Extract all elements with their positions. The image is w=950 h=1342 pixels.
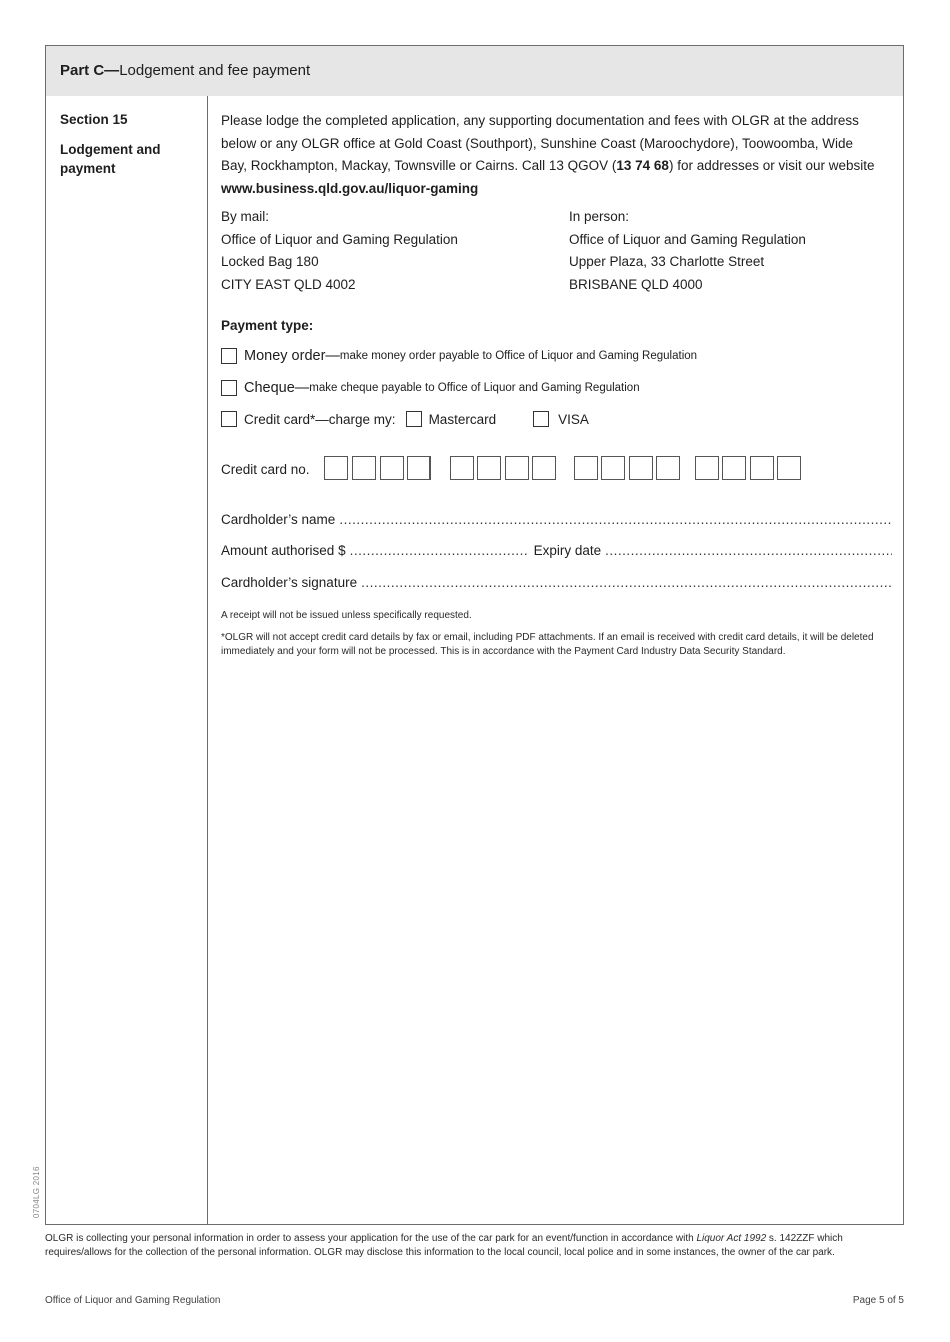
credit-card-option[interactable] <box>221 411 589 427</box>
intro-text-a: Please lodge the completed application, any supporting documentation and fees with OLGR at the address below or any OLGR office at Gold Coast (Southport), Sunshine Coast (Maroochydore), Toowoomba, Wide Bay, Rockhampton, Mackay, Townsville or Cairns. Call 13 QGOV ( <box>221 113 859 173</box>
cheque-option[interactable] <box>221 380 640 396</box>
card-digit-box[interactable] <box>324 456 348 480</box>
payment-type-heading: Payment type: <box>221 318 314 333</box>
card-group-divider <box>429 456 431 480</box>
mail-line: Locked Bag 180 <box>221 254 319 269</box>
card-digit-box[interactable] <box>629 456 653 480</box>
cardholder-name-field[interactable] <box>221 512 892 527</box>
amount-label: Amount authorised $ <box>221 543 346 558</box>
cheque-label: Cheque— <box>244 380 310 396</box>
part-label: Lodgement and fee payment <box>119 62 311 79</box>
in-person-line: Office of Liquor and Gaming Regulation <box>569 231 806 247</box>
mail-line: CITY EAST QLD 4002 <box>221 276 356 292</box>
card-number-label-row <box>221 462 318 477</box>
card-digit-box[interactable] <box>532 456 556 480</box>
visa-checkbox[interactable] <box>533 411 549 427</box>
card-digit-box[interactable] <box>695 456 719 480</box>
signature-label: Cardholder’s signature <box>221 575 358 590</box>
money-order-label: Money order— <box>244 348 340 364</box>
card-digit-box[interactable] <box>450 456 474 480</box>
expiry-label: Expiry date <box>533 543 602 558</box>
page-number: Page 5 of 5 <box>852 1295 904 1306</box>
phone-number: 13 74 68 <box>616 158 669 173</box>
mail-line: Office of Liquor and Gaming Regulation <box>221 231 458 247</box>
form-code: 0704LG 2016 <box>32 1166 41 1218</box>
in-person-address <box>569 206 869 296</box>
card-digit-box[interactable] <box>407 456 431 480</box>
section-number: Section 15 <box>60 112 128 127</box>
part-label-bold: Part C— <box>60 62 120 79</box>
card-digit-box[interactable] <box>750 456 774 480</box>
money-order-note: make money order payable to Office of Liquor and Gaming Regulation <box>339 350 698 362</box>
card-digit-box[interactable] <box>601 456 625 480</box>
mail-address <box>221 206 521 296</box>
card-digit-box[interactable] <box>505 456 529 480</box>
cheque-checkbox[interactable] <box>221 380 237 396</box>
amount-line[interactable] <box>350 543 528 558</box>
visa-label: VISA <box>558 411 589 427</box>
credit-card-label: Credit card*—charge my: <box>244 411 396 427</box>
part-header <box>46 46 903 96</box>
credit-card-warning: *OLGR will not accept credit card details by fax or email, including PDF attachments. If an email is received with credit card details, it will be deleted immediately and your form will not be processed. This is in accordance with the Payment Card Industry Data Security Standard. <box>221 632 874 657</box>
in-person-heading: In person: <box>569 209 630 224</box>
credit-card-checkbox[interactable] <box>221 411 237 427</box>
mastercard-checkbox[interactable] <box>406 411 422 427</box>
amount-expiry-row <box>221 543 892 558</box>
website-link[interactable]: www.business.qld.gov.au/liquor-gaming <box>221 180 479 196</box>
expiry-line[interactable] <box>605 543 892 558</box>
footer-org: Office of Liquor and Gaming Regulation <box>45 1295 221 1306</box>
lodgement-instructions <box>221 110 881 200</box>
card-digit-box[interactable] <box>722 456 746 480</box>
signature-line[interactable] <box>361 575 892 590</box>
money-order-checkbox[interactable] <box>221 348 237 364</box>
intro-text-b: ) for addresses or visit our website <box>668 158 875 173</box>
mail-heading: By mail: <box>221 209 270 224</box>
money-order-option[interactable] <box>221 348 697 364</box>
section-sidebar <box>46 96 208 1224</box>
card-digit-box[interactable] <box>656 456 680 480</box>
section-title: Lodgement and payment <box>60 142 161 176</box>
card-digit-box[interactable] <box>574 456 598 480</box>
cheque-note: make cheque payable to Office of Liquor and Gaming Regulation <box>309 382 640 394</box>
privacy-text-a: OLGR is collecting your personal information in order to assess your application for the use of the car park for an event/function in accordance with <box>45 1233 697 1244</box>
cardholder-signature-field[interactable] <box>221 575 892 590</box>
in-person-line: BRISBANE QLD 4000 <box>569 276 703 292</box>
mastercard-label: Mastercard <box>428 411 497 427</box>
cardholder-name-line[interactable] <box>339 512 892 527</box>
act-name: Liquor Act 1992 <box>696 1233 767 1244</box>
card-digit-box[interactable] <box>380 456 404 480</box>
card-number-label: Credit card no. <box>221 462 310 477</box>
receipt-note: A receipt will not be issued unless specifically requested. <box>221 610 472 621</box>
privacy-text-b: s. 142ZZF which requires/allows for the collection of the personal information. OLGR may disclose this information to the local council, local police and in some instances, the owner of the car park. <box>45 1233 843 1258</box>
card-digit-box[interactable] <box>477 456 501 480</box>
card-digit-box[interactable] <box>352 456 376 480</box>
card-digit-box[interactable] <box>777 456 801 480</box>
cardholder-name-label: Cardholder’s name <box>221 512 336 527</box>
privacy-statement <box>45 1232 903 1259</box>
in-person-line: Upper Plaza, 33 Charlotte Street <box>569 254 765 269</box>
